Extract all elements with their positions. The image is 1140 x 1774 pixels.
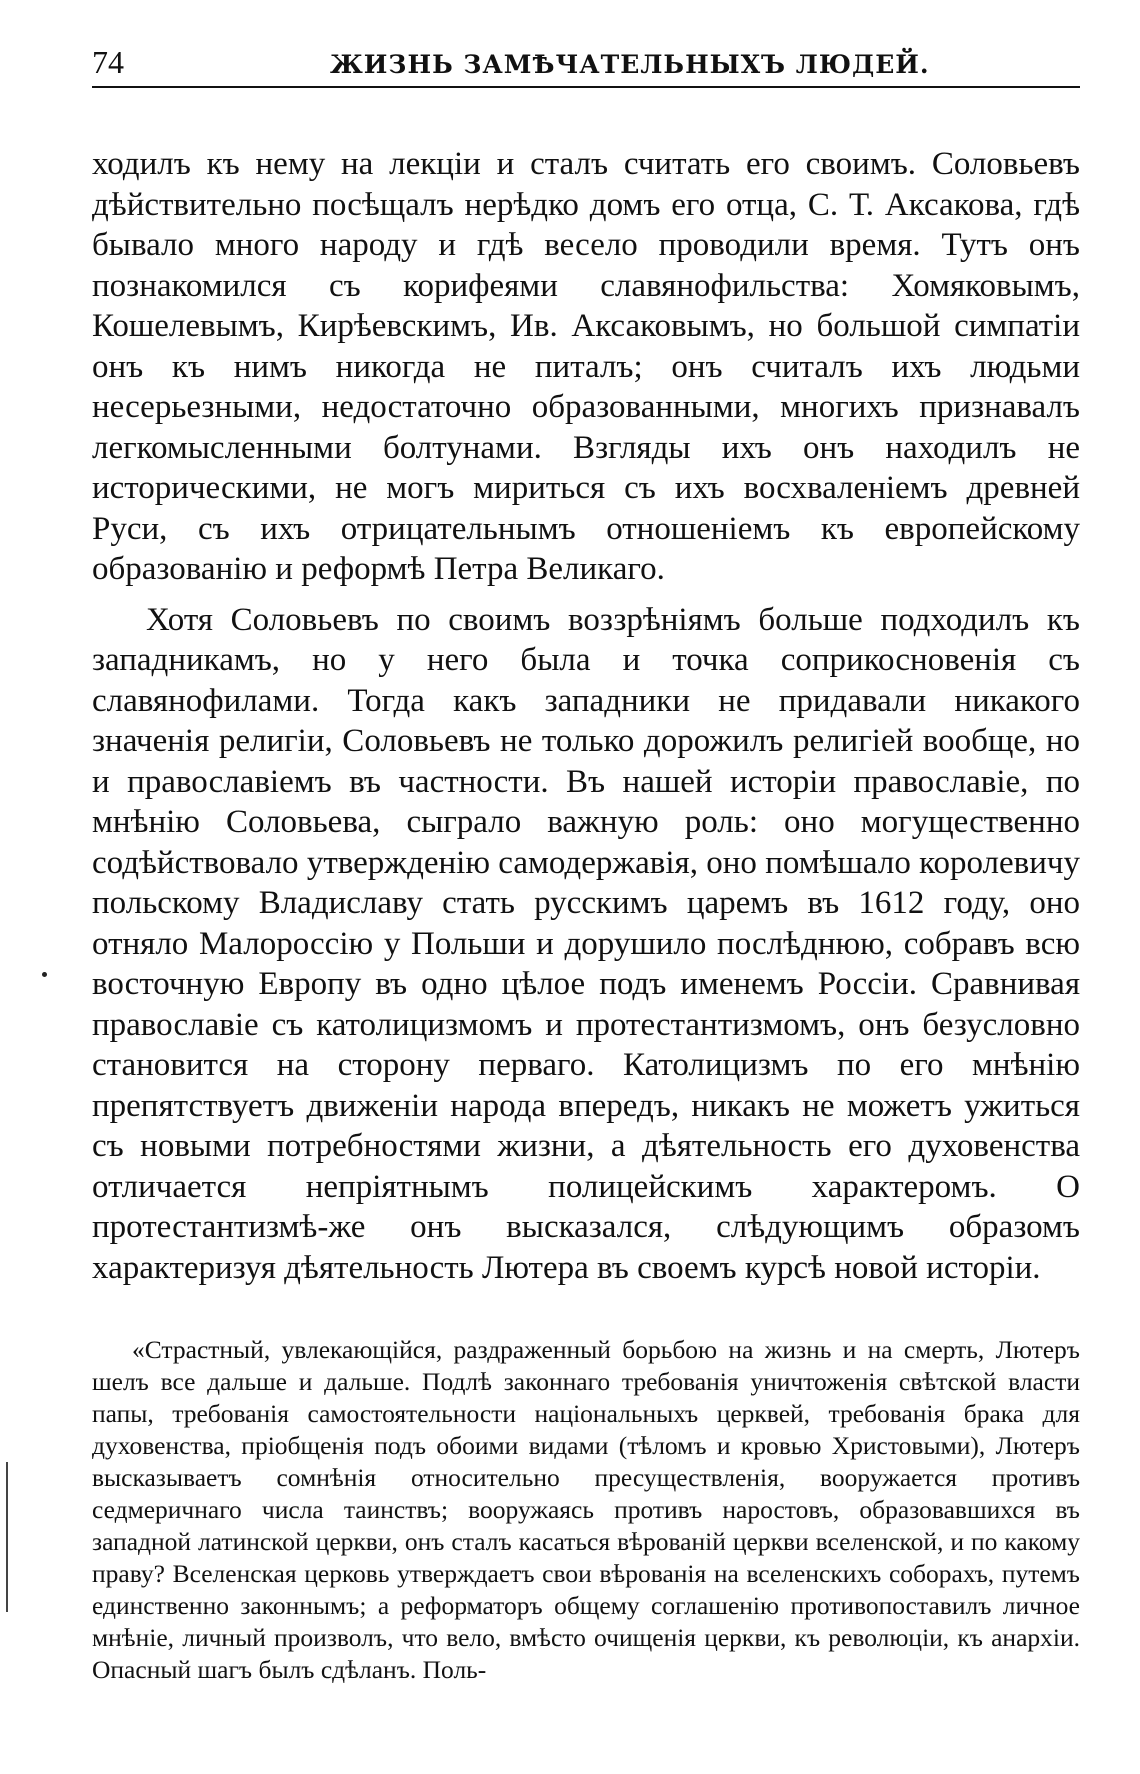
running-title: ЖИЗНЬ ЗАМѢЧАТЕЛЬНЫХЪ ЛЮДЕЙ. — [330, 50, 930, 79]
main-text — [92, 144, 1080, 1288]
margin-dot — [42, 972, 47, 977]
body-paragraph-2: Хотя Соловьевъ по своимъ воззрѣніямъ больше подходилъ къ западникамъ, но у него была и точка соприкосновенія съ славянофилами. Тогда какъ западники не придавали никакого значенія религіи, Соловьевъ не только дорожилъ религіей вообще, но и православіемъ въ частности. Въ нашей исторіи православіе, по мнѣнію Соловьева, сыграло важную роль: оно могущественно содѣйствовало утвержденію самодержавія, оно помѣшало королевичу польскому Владиславу стать русскимъ царемъ въ 1612 году, оно отняло Малороссію у Польши и дорушило послѣднюю, собравъ всю восточную Европу въ одно цѣлое подъ именемъ Россіи. Сравнивая православіе съ католицизмомъ и протестантизмомъ, онъ безусловно становится на сторону перваго. Католицизмъ по его мнѣнію препятствуетъ движеніи народа впередъ, никакъ не можетъ ужиться съ новыми потребностями жизни, а дѣятельность его духовенства отличается непріятнымъ полицейскимъ характеромъ. О протестантизмѣ-же онъ высказался, слѣдующимъ образомъ характеризуя дѣятельность Лютера въ своемъ курсѣ новой исторіи. — [92, 601, 1080, 1286]
page-number: 74 — [92, 44, 124, 80]
margin-line — [6, 1462, 8, 1612]
page-header — [92, 44, 1080, 88]
book-page — [92, 44, 1080, 1686]
quotation-block: «Страстный, увлекающійся, раздраженный борьбою на жизнь и на смерть, Лютеръ шелъ все дальше и дальше. Подлѣ законнаго требованія уничтоженія свѣтской власти папы, требованія самостоятельности національныхъ церквей, требованія брака для духовенства, пріобщенія подъ обоими видами (тѣломъ и кровью Христовыми), Лютеръ высказываетъ сомнѣнія относительно пресуществленія, вооружается противъ седмеричнаго числа таинствъ; вооружаясь противъ наростовъ, образовавшихся въ западной латинской церкви, онъ сталъ касаться вѣрованій церкви вселенской, и по какому праву? Вселенская церковь утверждаетъ свои вѣрованія на вселенскихъ соборахъ, путемъ единственно законнымъ; а реформаторъ общему соглашенію противопоставилъ личное мнѣніе, личный произволъ, что вело, вмѣсто очищенія церкви, къ революціи, къ анархіи. Опасный шагъ былъ сдѣланъ. Поль- — [92, 1335, 1080, 1684]
body-paragraph-1: ходилъ къ нему на лекціи и сталъ считать его своимъ. Соловьевъ дѣйствительно посѣщалъ нерѣдко домъ его отца, С. Т. Аксакова, гдѣ бывало много народу и гдѣ весело проводили время. Тутъ онъ познакомился съ корифеями славянофильства: Хомяковымъ, Кошелевымъ, Кирѣевскимъ, Ив. Аксаковымъ, но большой симпатіи онъ къ нимъ никогда не питалъ; онъ считалъ ихъ людьми несерьезными, недостаточно образованными, многихъ признавалъ легкомысленными болтунами. Взгляды ихъ онъ находилъ не историческими, не могъ мириться съ ихъ восхваленіемъ древней Руси, съ ихъ отрицательнымъ отношеніемъ къ европейскому образованію и реформѣ Петра Великаго. — [92, 146, 1080, 587]
